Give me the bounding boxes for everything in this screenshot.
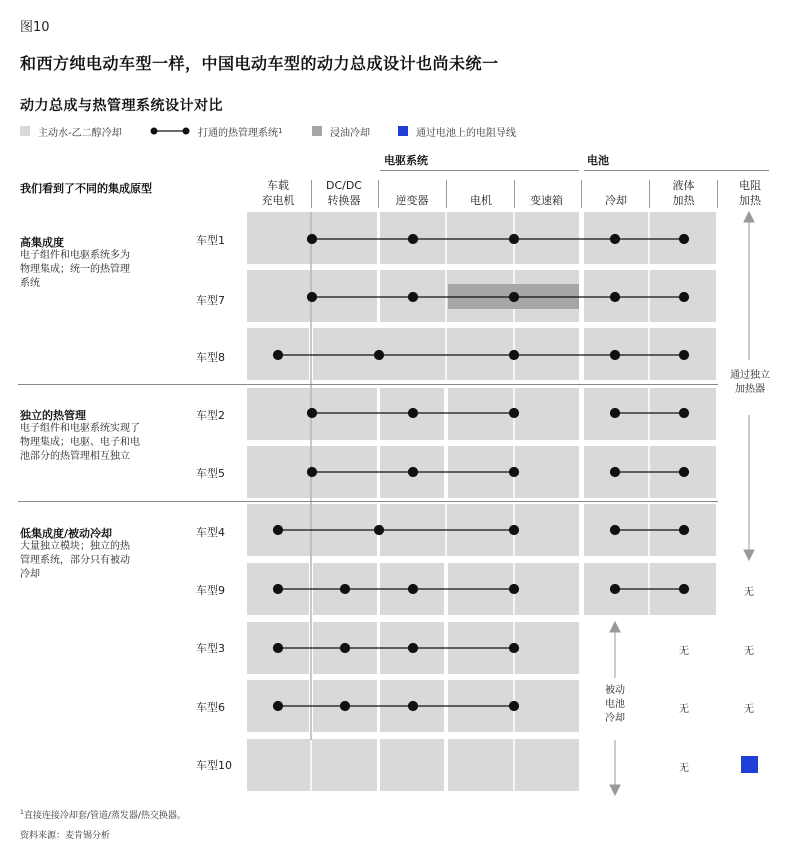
section-title-high-integration: 高集成度: [20, 236, 64, 249]
source-note: 资料来源：麦肯锡分析: [20, 831, 111, 841]
resistive-wire-marker: [741, 756, 758, 773]
legend-label: 主动水-乙二醇冷却: [38, 127, 122, 139]
row-label-model7: 车型7: [196, 294, 225, 307]
section-title-independent-thermal: 独立的热管理: [20, 409, 86, 422]
legend-label: 浸油冷却: [330, 127, 370, 139]
cell-block: [584, 388, 716, 440]
section-desc-low-integration: 大量独立模块；独立的热 管理系统，部分只有被动 冷却: [20, 541, 130, 580]
row-label-model1: 车型1: [196, 234, 225, 247]
headline: 和西方纯电动车型一样，中国电动车型的动力总成设计也尚未统一: [20, 54, 499, 73]
group-header-battery: 电池: [587, 154, 609, 167]
section-desc-high-integration: 电子组件和电驱系统多为 物理集成；统一的热管理 系统: [20, 250, 130, 289]
arrow-down-icon: [744, 550, 754, 560]
legend-label: 打通的热管理系统: [198, 127, 278, 139]
chart-subtitle: 动力总成与热管理系统设计对比: [20, 98, 223, 114]
column-header-resistive-heating: 电阻 加热: [739, 179, 761, 207]
arrow-up-icon: [744, 212, 754, 222]
figure-label: 图10: [20, 20, 50, 35]
none-marker: 无: [744, 587, 754, 598]
resistive-heater-note: 通过独立 加热器: [722, 369, 778, 397]
column-header-liquid-heating: 液体 加热: [672, 179, 695, 207]
column-header-gearbox: 变速箱: [530, 194, 563, 207]
arrow-down-icon: [610, 785, 620, 795]
arrow-up-icon: [610, 622, 620, 632]
column-header-inverter: 逆变器: [395, 194, 429, 207]
row-label-model5: 车型5: [196, 467, 225, 480]
column-header-battery-cooling: 冷却: [605, 194, 627, 207]
cell-block: [380, 739, 444, 791]
section-desc-independent-thermal: 电子组件和电驱系统实现了 物理集成；电驱、电子和电 池部分的热管理相互独立: [20, 423, 140, 462]
group-header-powertrain: 电驱系统: [384, 154, 428, 167]
none-marker: 无: [744, 704, 754, 715]
section-title-low-integration: 低集成度/被动冷却: [20, 527, 113, 540]
none-marker: 无: [679, 763, 689, 774]
none-marker: 无: [679, 646, 689, 657]
row-label-model2: 车型2: [196, 409, 225, 422]
cell-block: [584, 212, 716, 264]
row-label-model6: 车型6: [196, 701, 225, 714]
column-header-onboard-charger: 车载 充电机: [261, 179, 295, 207]
archetype-header: 我们看到了不同的集成原型: [20, 182, 152, 195]
footnote: $^1$直接连接冷却套/管道/蒸发器/热交换器。: [20, 809, 186, 821]
row-label-model4: 车型4: [196, 526, 225, 539]
none-marker: 无: [679, 704, 689, 715]
column-header-dcdc: DC/DC 转换器: [325, 179, 362, 207]
column-header-motor: 电机: [470, 194, 492, 207]
row-label-model8: 车型8: [196, 351, 225, 364]
row-label-model10: 车型10: [196, 759, 232, 772]
legend-superscript: 1: [278, 127, 283, 135]
row-label-model3: 车型3: [196, 642, 225, 655]
passive-cooling-note: 被动 电池 冷却: [596, 684, 634, 726]
row-label-model9: 车型9: [196, 584, 225, 597]
none-marker: 无: [744, 646, 754, 657]
legend-label: 通过电池上的电阻导线: [416, 127, 516, 139]
cell-block: [584, 328, 716, 380]
cell-block: [247, 739, 377, 791]
cell-block: [584, 270, 716, 322]
